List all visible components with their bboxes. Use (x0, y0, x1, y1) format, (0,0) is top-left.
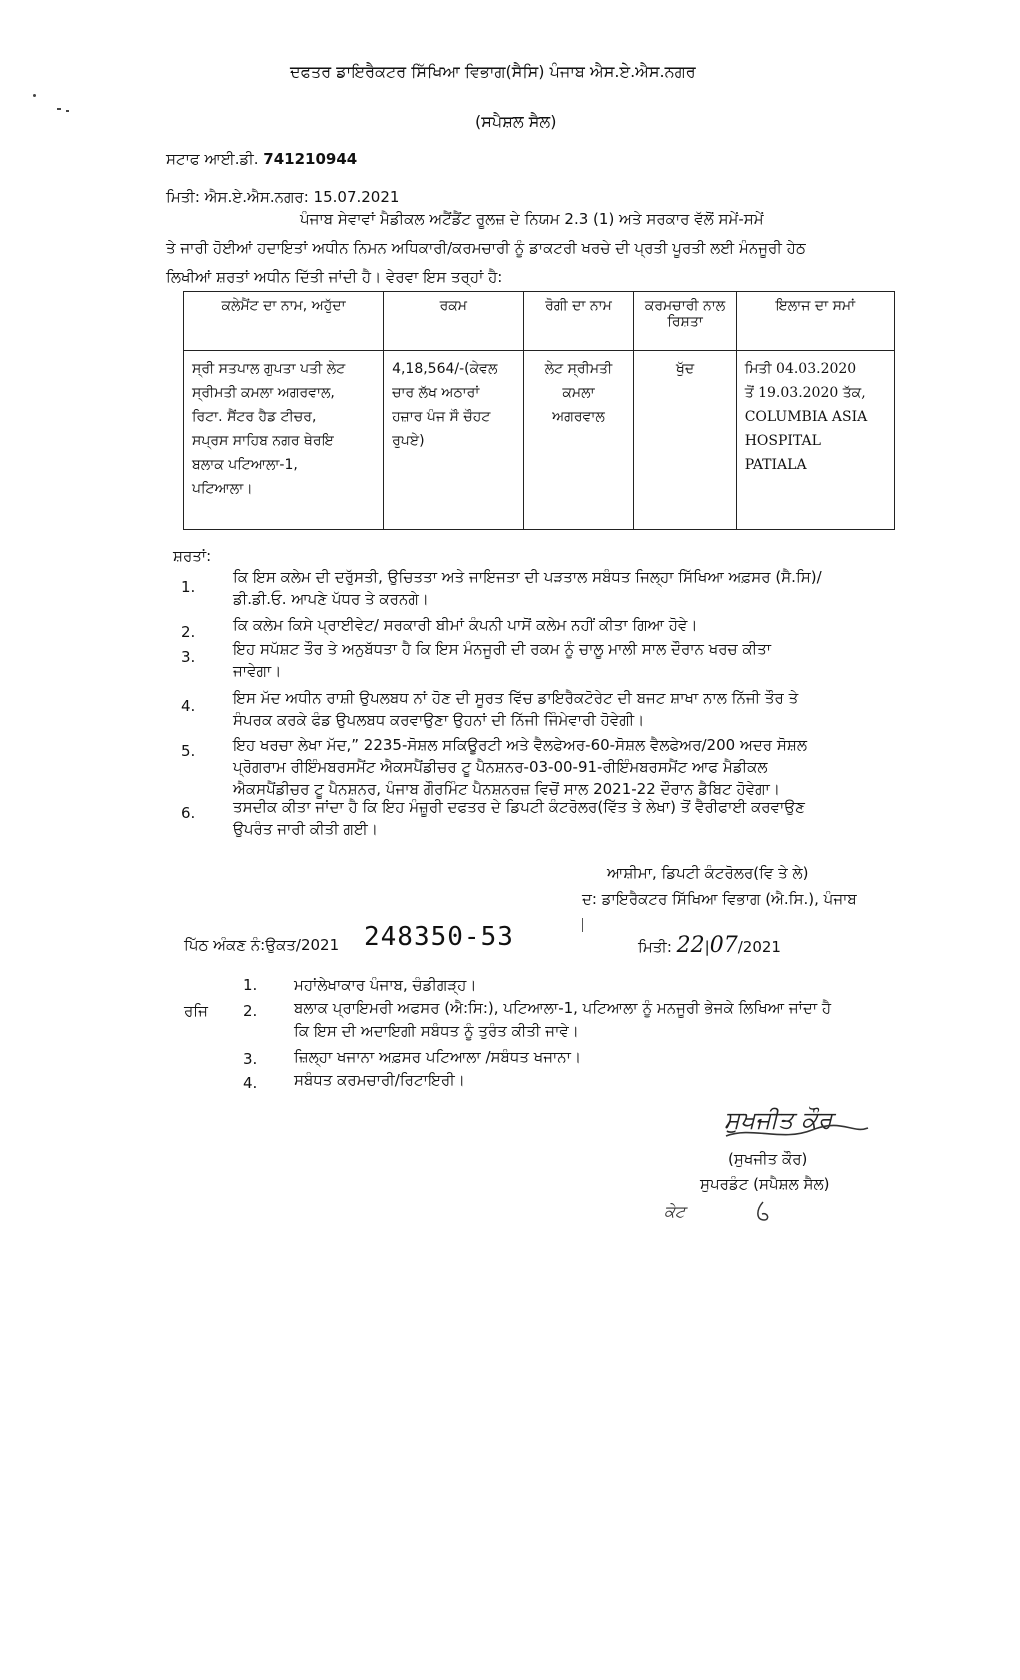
condition-line: ਤਸਦੀਕ ਕੀਤਾ ਜਾਂਦਾ ਹੈ ਕਿ ਇਹ ਮੰਜ਼ੂਰੀ ਦਫਤਰ ਦੇ ਡਿਪਟੀ ਕੰਟਰੋਲਰ(ਵਿੱਤ ਤੇ ਲੇਖਾ) ਤੋਂ ਵੈਰੀਫਾਈ ਕਰਵਾਉਣ (233, 798, 805, 816)
claimant-line: ਪਟਿਆਲਾ। (192, 481, 253, 497)
cell-treatment (736, 351, 894, 530)
condition-line: ਇਹ ਸਪੱਸ਼ਟ ਤੌਰ ਤੇ ਅਨੁਬੱਧਤਾ ਹੈ ਕਿ ਇਸ ਮੰਨਜੂਰੀ ਦੀ ਰਕਮ ਨੂੰ ਚਾਲੂ ਮਾਲੀ ਸਾਲ ਦੌਰਾਨ ਖਰਚ ਕੀਤਾ (233, 640, 772, 658)
recipient-text (294, 997, 831, 1043)
header-amount: ਰਕਮ (384, 292, 523, 351)
condition-line: ਪ੍ਰੋਗਰਾਮ ਰੀਇੰਮਬਰਸਮੈਂਟ ਐਕਸਪੈਂਡੀਚਰ ਟੂ ਪੈਨਸ਼ਨਰ-03-00-91-ਰੀਇੰਮਬਰਸਮੈਂਟ ਆਫ ਮੈਡੀਕਲ (233, 758, 768, 776)
recipient-line: ਬਲਾਕ ਪ੍ਰਾਇਮਰੀ ਅਫਸਰ (ਐ:ਸਿ:), ਪਟਿਆਲਾ-1, ਪਟਿਆਲਾ ਨੂੰ ਮਨਜੂਰੀ ਭੇਜਕੇ ਲਿਖਿਆ ਜਾਂਦਾ ਹੈ (294, 999, 832, 1017)
header-claimant: ਕਲੇਮੈਂਟ ਦਾ ਨਾਮ, ਅਹੁੱਦਾ (184, 292, 384, 351)
amount-line: 4,18,564/-(ਕੇਵਲ (392, 361, 498, 377)
endorsement-date-year: /2021 (737, 938, 781, 956)
cell-relation: ਖੁੱਦ (634, 351, 736, 530)
condition-number: 5. (181, 742, 196, 760)
recipient-number: 1. (243, 976, 258, 994)
condition-line: ਇਸ ਮੱਦ ਅਧੀਨ ਰਾਸ਼ੀ ਉਪਲਬਧ ਨਾਂ ਹੋਣ ਦੀ ਸੂਰਤ ਵਿੱਚ ਡਾਇਰੈਕਟੋਰੇਟ ਦੀ ਬਜਟ ਸ਼ਾਖਾ ਨਾਲ ਨਿੱਜੀ ਤੌਰ ਤੇ (233, 689, 799, 707)
cell-amount (384, 351, 523, 530)
header-patient: ਰੋਗੀ ਦਾ ਨਾਮ (523, 292, 634, 351)
condition-line: ਸੰਪਰਕ ਕਰਕੇ ਫੰਡ ਉਪਲਬਧ ਕਰਵਾਉਣਾ ਉਹਨਾਂ ਦੀ ਨਿੱਜੀ ਜਿੰਮੇਵਾਰੀ ਹੋਵੇਗੀ। (233, 711, 645, 729)
scan-speck (57, 108, 61, 110)
condition-number: 2. (181, 623, 196, 641)
scan-speck (582, 918, 583, 932)
recipient-number: 3. (243, 1050, 258, 1068)
recipient-number: 2. (243, 1002, 258, 1020)
date-line: ਮਿਤੀ: ਐਸ.ਏ.ਐਸ.ਨਗਰ: 15.07.2021 (166, 188, 400, 206)
condition-line: ਜਾਵੇਗਾ। (233, 662, 282, 680)
cell-title: (ਸਪੈਸ਼ਲ ਸੈਲ) (475, 112, 557, 131)
signoff-director: ਦ: ਡਾਇਰੈਕਟਰ ਸਿੱਖਿਆ ਵਿਭਾਗ (ਐ.ਸਿ.), ਪੰਜਾਬ (582, 890, 857, 908)
condition-text (233, 796, 903, 840)
header-treatment: ਇਲਾਜ ਦਾ ਸਮਾਂ (736, 292, 894, 351)
amount-line: ਚਾਰ ਲੱਖ ਅਠਾਰਾਂ (392, 385, 480, 401)
claimant-line: ਸ੍ਰੀ ਸਤਪਾਲ ਗੁਪਤਾ ਪਤੀ ਲੇਟ (192, 361, 346, 377)
condition-number: 1. (181, 578, 196, 596)
intro-line-2: ਤੇ ਜਾਰੀ ਹੋਈਆਂ ਹਦਾਇਤਾਂ ਅਧੀਨ ਨਿਮਨ ਅਧਿਕਾਰੀ/ਕਰਮਚਾਰੀ ਨੂੰ ਡਾਕਟਰੀ ਖਰਚੇ ਦੀ ਪ੍ਰਤੀ ਪੂਰਤੀ ਲਈ ਮੰਨਜੂਰੀ ਹੇਠ (166, 239, 806, 257)
amount-line: ਰੁਪਏ) (392, 433, 425, 449)
claimant-line: ਸ੍ਰੀਮਤੀ ਕਮਲਾ ਅਗਰਵਾਲ, (192, 385, 335, 401)
header-relation-text: ਕਰਮਚਾਰੀ ਨਾਲ ਰਿਸ਼ਤਾ (644, 298, 726, 330)
initial-scribble (752, 1200, 774, 1226)
condition-text (233, 687, 903, 731)
scan-speck (33, 94, 36, 97)
table-header-row (184, 292, 895, 351)
condition-line: ਕਿ ਇਸ ਕਲੇਮ ਦੀ ਦਰੁੱਸਤੀ, ਉਚਿਤਤਾ ਅਤੇ ਜਾਇਜਤਾ ਦੀ ਪੜਤਾਲ ਸਬੰਧਤ ਜਿਲ੍ਹਾ ਸਿੱਖਿਆ ਅਫ਼ਸਰ (ਸੈ.ਸਿ)/ (233, 568, 822, 586)
staff-id-value: 741210944 (263, 150, 358, 168)
treatment-line: ਤੋਂ 19.03.2020 ਤੱਕ, (744, 385, 866, 401)
initials-mark: ਕੇਟ (664, 1202, 686, 1221)
header-relation (634, 292, 736, 351)
condition-line: ਐਕਸਪੈਂਡੀਚਰ ਟੂ ਪੈਨਸ਼ਨਰ, ਪੰਜਾਬ ਗੌਰਮਿੰਟ ਪੈਨਸ਼ਨਰਜ਼ ਵਿਚੋਂ ਸਾਲ 2021-22 ਦੌਰਾਨ ਡੈਬਿਟ ਹੋਵੇਗਾ। (233, 780, 780, 798)
condition-number: 4. (181, 697, 196, 715)
claimant-line: ਬਲਾਕ ਪਟਿਆਲਾ-1, (192, 457, 298, 473)
treatment-line: PATIALA (744, 457, 807, 473)
regd-label: ਰਜਿ (184, 1002, 208, 1020)
patient-line: ਕਮਲਾ (562, 385, 595, 401)
condition-number: 3. (181, 648, 196, 666)
signature-image: ਸੁਖਜੀਤ ਕੌਰ (724, 1106, 833, 1134)
scan-speck (66, 110, 69, 112)
treatment-line: ਮਿਤੀ 04.03.2020 (744, 361, 857, 377)
handwritten-endorsement-number: 248350-53 (364, 922, 514, 952)
table-row (184, 351, 895, 530)
condition-line: ਡੀ.ਡੀ.ਓ. ਆਪਣੇ ਪੱਧਰ ਤੇ ਕਰਨਗੇ। (233, 590, 429, 608)
claimant-line: ਰਿਟਾ. ਸੈਂਟਰ ਹੈਡ ਟੀਚਰ, (192, 409, 317, 425)
date-separator: | (704, 938, 710, 956)
conditions-label: ਸ਼ਰਤਾਂ: (173, 547, 212, 565)
signatory-designation: ਸੁਪਰਡੰਟ (ਸਪੈਸ਼ਲ ਸੈਲ) (700, 1175, 830, 1193)
endorsement-date-month: 07 (709, 933, 738, 958)
endorsement-date-label: ਮਿਤੀ: (638, 938, 672, 956)
claim-table (183, 291, 895, 530)
intro-line-1: ਪੰਜਾਬ ਸੇਵਾਵਾਂ ਮੈਡੀਕਲ ਅਟੈਂਡੈਂਟ ਰੂਲਜ਼ ਦੇ ਨਿਯਮ 2.3 (1) ਅਤੇ ਸਰਕਾਰ ਵੱਲੋਂ ਸਮੇਂ-ਸਮੇਂ (300, 210, 764, 228)
signatory-name: (ਸੁਖਜੀਤ ਕੌਰ) (728, 1150, 808, 1168)
endorsement-date (638, 934, 781, 959)
endorsement-date-day: 22 (676, 933, 705, 958)
recipient-line: ਕਿ ਇਸ ਦੀ ਅਦਾਇਗੀ ਸਬੰਧਤ ਨੂੰ ਤੁਰੰਤ ਕੀਤੀ ਜਾਵੇ। (294, 1022, 579, 1040)
claimant-line: ਸਪ੍ਰਸ ਸਾਹਿਬ ਨਗਰ ਥੇਰਇ (192, 433, 334, 449)
condition-line: ਕਿ ਕਲੇਮ ਕਿਸੇ ਪ੍ਰਾਈਵੇਟ/ ਸਰਕਾਰੀ ਬੀਮਾਂ ਕੰਪਨੀ ਪਾਸੋਂ ਕਲੇਮ ਨਹੀਂ ਕੀਤਾ ਗਿਆ ਹੋਵੇ। (233, 616, 698, 634)
condition-number: 6. (181, 804, 196, 822)
signoff-deputy-controller: ਆਸ਼ੀਮਾ, ਡਿਪਟੀ ਕੰਟਰੋਲਰ(ਵਿ ਤੇ ਲੇ) (607, 864, 809, 882)
staff-id-label: ਸਟਾਫ ਆਈ.ਡੀ. (166, 150, 259, 168)
condition-line: ਇਹ ਖਰਚਾ ਲੇਖਾ ਮੱਦ,” 2235-ਸੋਸ਼ਲ ਸਕਿਊਰਟੀ ਅਤੇ ਵੈਲਫੇਅਰ-60-ਸੋਸ਼ਲ ਵੈਲਫੇਅਰ/200 ਅਦਰ ਸੋਸ਼ਲ (233, 736, 807, 754)
condition-text (233, 566, 903, 610)
recipient-number: 4. (243, 1074, 258, 1092)
condition-text (233, 614, 903, 636)
endorsement-label: ਪਿੱਠ ਅੰਕਣ ਨੰ:ਉਕਤ/2021 (184, 936, 340, 954)
office-title: ਦਫਤਰ ਡਾਇਰੈਕਟਰ ਸਿੱਖਿਆ ਵਿਭਾਗ(ਸੈਸਿ) ਪੰਜਾਬ ਐਸ.ਏ.ਐਸ.ਨਗਰ (290, 62, 696, 81)
condition-text (233, 734, 903, 800)
treatment-line: COLUMBIA ASIA (744, 409, 868, 425)
recipient-text: ਮਹਾਂਲੇਖਾਕਾਰ ਪੰਜਾਬ, ਚੰਡੀਗੜ੍ਹ। (294, 976, 477, 994)
treatment-line: HOSPITAL (744, 433, 821, 449)
recipient-text: ਜ਼ਿਲ੍ਹਾ ਖਜਾਨਾ ਅਫ਼ਸਰ ਪਟਿਆਲਾ /ਸਬੰਧਤ ਖਜਾਨਾ। (294, 1048, 582, 1066)
staff-id-line (166, 148, 357, 171)
patient-line: ਲੇਟ ਸ੍ਰੀਮਤੀ (544, 361, 613, 377)
condition-text (233, 638, 903, 682)
cell-claimant (184, 351, 384, 530)
amount-line: ਹਜ਼ਾਰ ਪੰਜ ਸੌ ਚੌਹਟ (392, 409, 491, 425)
signature-flourish (722, 1122, 872, 1144)
patient-line: ਅਗਰਵਾਲ (552, 409, 605, 425)
cell-patient (523, 351, 634, 530)
recipient-text: ਸਬੰਧਤ ਕਰਮਚਾਰੀ/ਰਿਟਾਇਰੀ। (294, 1071, 465, 1089)
intro-line-3: ਲਿਖੀਆਂ ਸ਼ਰਤਾਂ ਅਧੀਨ ਦਿੱਤੀ ਜਾਂਦੀ ਹੈ। ਵੇਰਵਾ ਇਸ ਤਰ੍ਹਾਂ ਹੈ: (166, 268, 503, 286)
condition-line: ਉਪਰੰਤ ਜਾਰੀ ਕੀਤੀ ਗਈ। (233, 820, 378, 838)
